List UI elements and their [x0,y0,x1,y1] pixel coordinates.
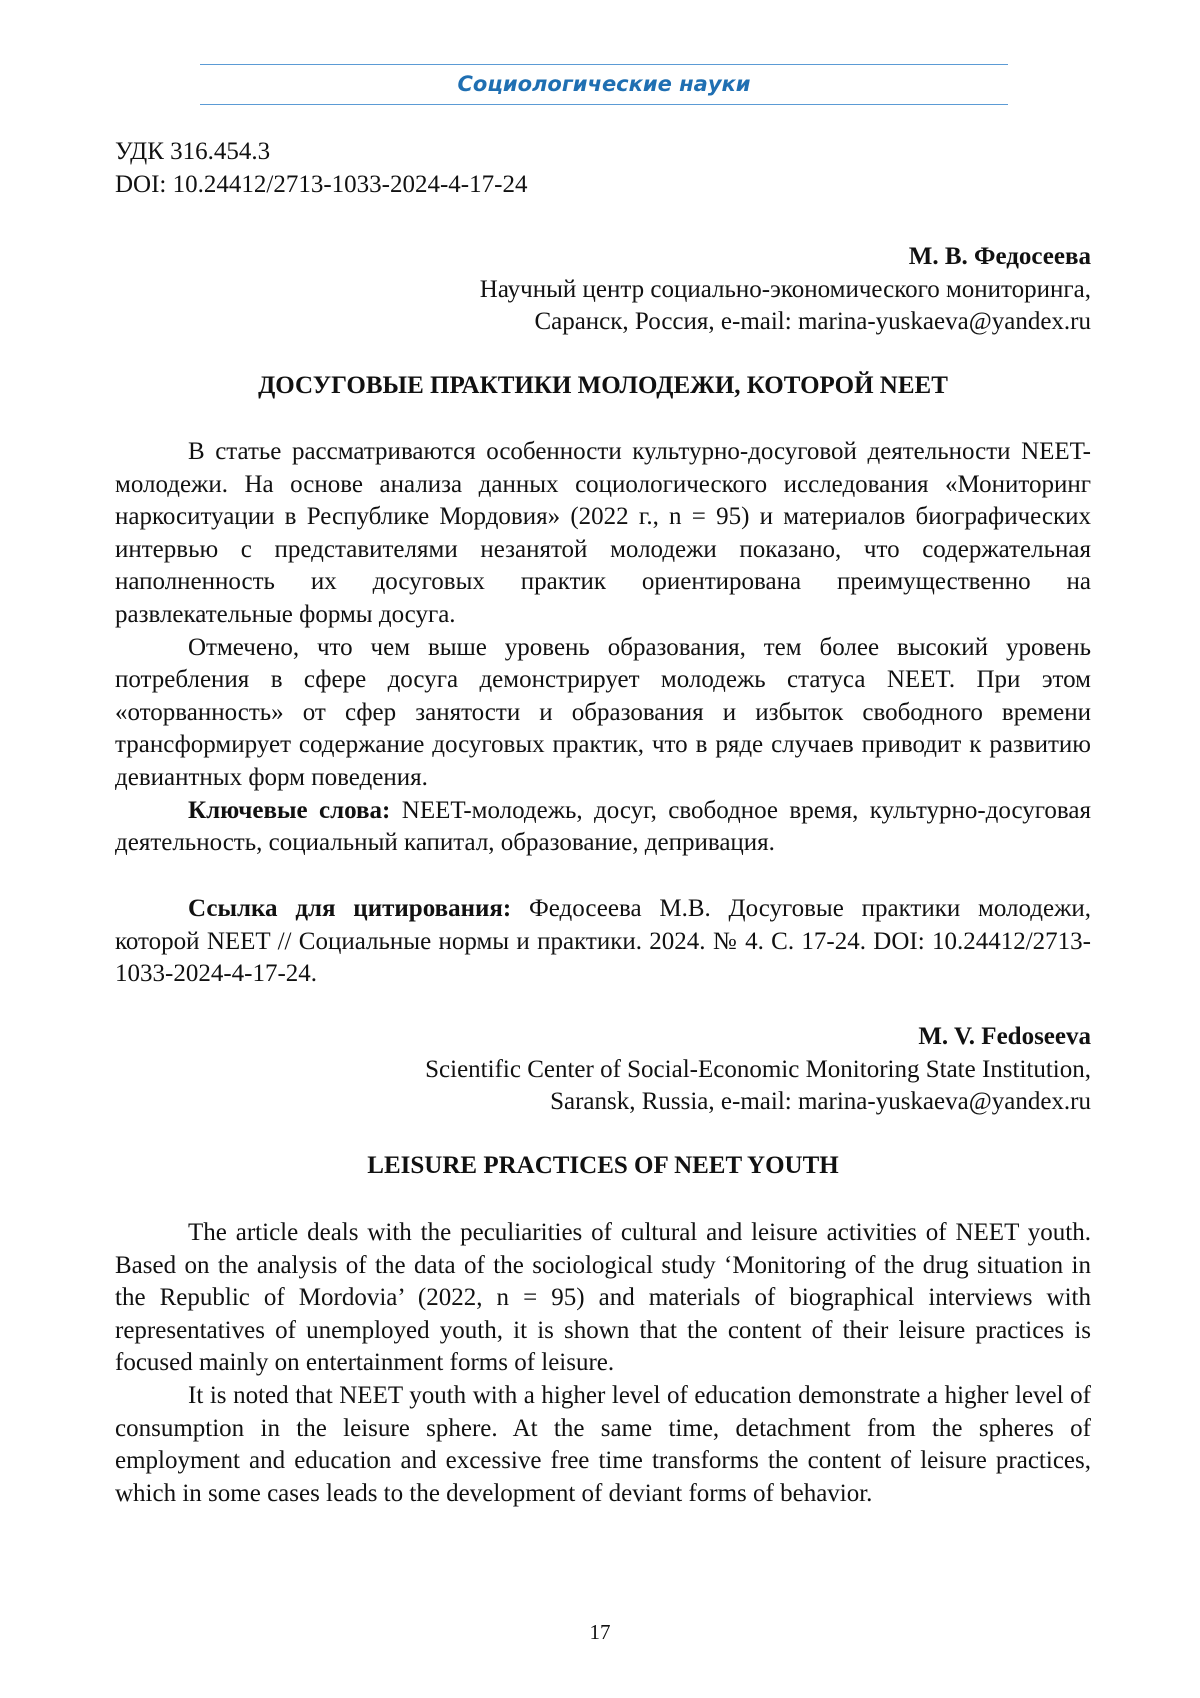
citation-block [115,893,1091,991]
en-author-block [115,1021,1091,1119]
en-abstract-paragraph-2: It is noted that NEET youth with a higher level of education demonstrate a higher level of consumption in the leisure sphere. At the same time, detachment from the spheres of employment and education and excessive free time transforms the content of leisure practices, which in some cases leads to the development of deviant forms of behavior. [115,1381,1091,1507]
doi-code: DOI: 10.24412/2713-1033-2024-4-17-24 [115,170,528,198]
en-abstract-paragraph-1: The article deals with the peculiarities of cultural and leisure activities of NEET youth. Based on the analysis of the data of the sociological study ‘Monitoring of the drug situation in the Republic of Mordovia’ (2022, n = 95) and materials of biographical interviews with representatives of unemployed youth, it is shown that the content of their leisure practices is focused mainly on entertainment forms of leisure. [115,1219,1091,1377]
ru-abstract [115,436,1091,860]
running-head: Социологические науки [457,72,751,96]
citation-text: Федосеева М.В. Досуговые практики молодежи, которой NEET // Социальные нормы и практики. 2024. № 4. С. 17-24. DOI: 10.24412/2713-1033-2024-4-17-24. [115,895,1091,988]
en-affiliation: Scientific Center of Social-Economic Monitoring State Institution, [425,1055,1091,1083]
en-affiliation-city-email: Saransk, Russia, e-mail: marina-yuskaeva@yandex.ru [550,1088,1091,1116]
ru-keywords [115,795,1091,860]
ru-article-title: ДОСУГОВЫЕ ПРАКТИКИ МОЛОДЕЖИ, КОТОРОЙ NEET [258,372,948,399]
en-author-name: M. V. Fedoseeva [918,1023,1091,1050]
ru-keywords-label: Ключевые слова: [188,796,391,824]
ru-affiliation-city-email: Саранск, Россия, e-mail: marina-yuskaeva@yandex.ru [534,308,1091,336]
en-abstract [115,1217,1091,1510]
identifiers [115,136,1091,201]
citation-label: Ссылка для цитирования: [188,895,512,922]
udk-code: УДК 316.454.3 [115,138,271,165]
ru-abstract-paragraph-1: В статье рассматриваются особенности культурно-досуговой деятельности NEET-молодежи. На основе анализа данных социологического исследования «Мониторинг наркоситуации в Республике Мордовия» (2022 г., n = 95) и материалов биографических интервью с представителями незанятой молодежи показано, что содержательная наполненность их досуговых практик ориентирована преимущественно на развлекательные формы досуга. [115,438,1091,628]
header-bottom-rule [200,104,1008,105]
header-top-rule [200,64,1008,65]
ru-keywords-text: NEET-молодежь, досуг, свободное время, культурно-досуговая деятельность, социальный капитал, образование, депривация. [115,796,1091,857]
ru-abstract-paragraph-2: Отмечено, что чем выше уровень образования, тем более высокий уровень потребления в сфере досуга демонстрирует молодежь статуса NEET. При этом «оторванность» от сфер занятости и образования и избыток свободного времени трансформирует содержание досуговых практик, что в ряде случаев приводит к развитию девиантных форм поведения. [115,633,1091,791]
en-article-title: LEISURE PRACTICES OF NEET YOUTH [367,1152,839,1179]
page-number: 17 [589,1620,611,1644]
citation [115,893,1091,991]
ru-affiliation: Научный центр социально-экономического мониторинга, [479,275,1091,303]
ru-author-name: М. В. Федосеева [908,243,1091,270]
ru-author-block [115,241,1091,339]
